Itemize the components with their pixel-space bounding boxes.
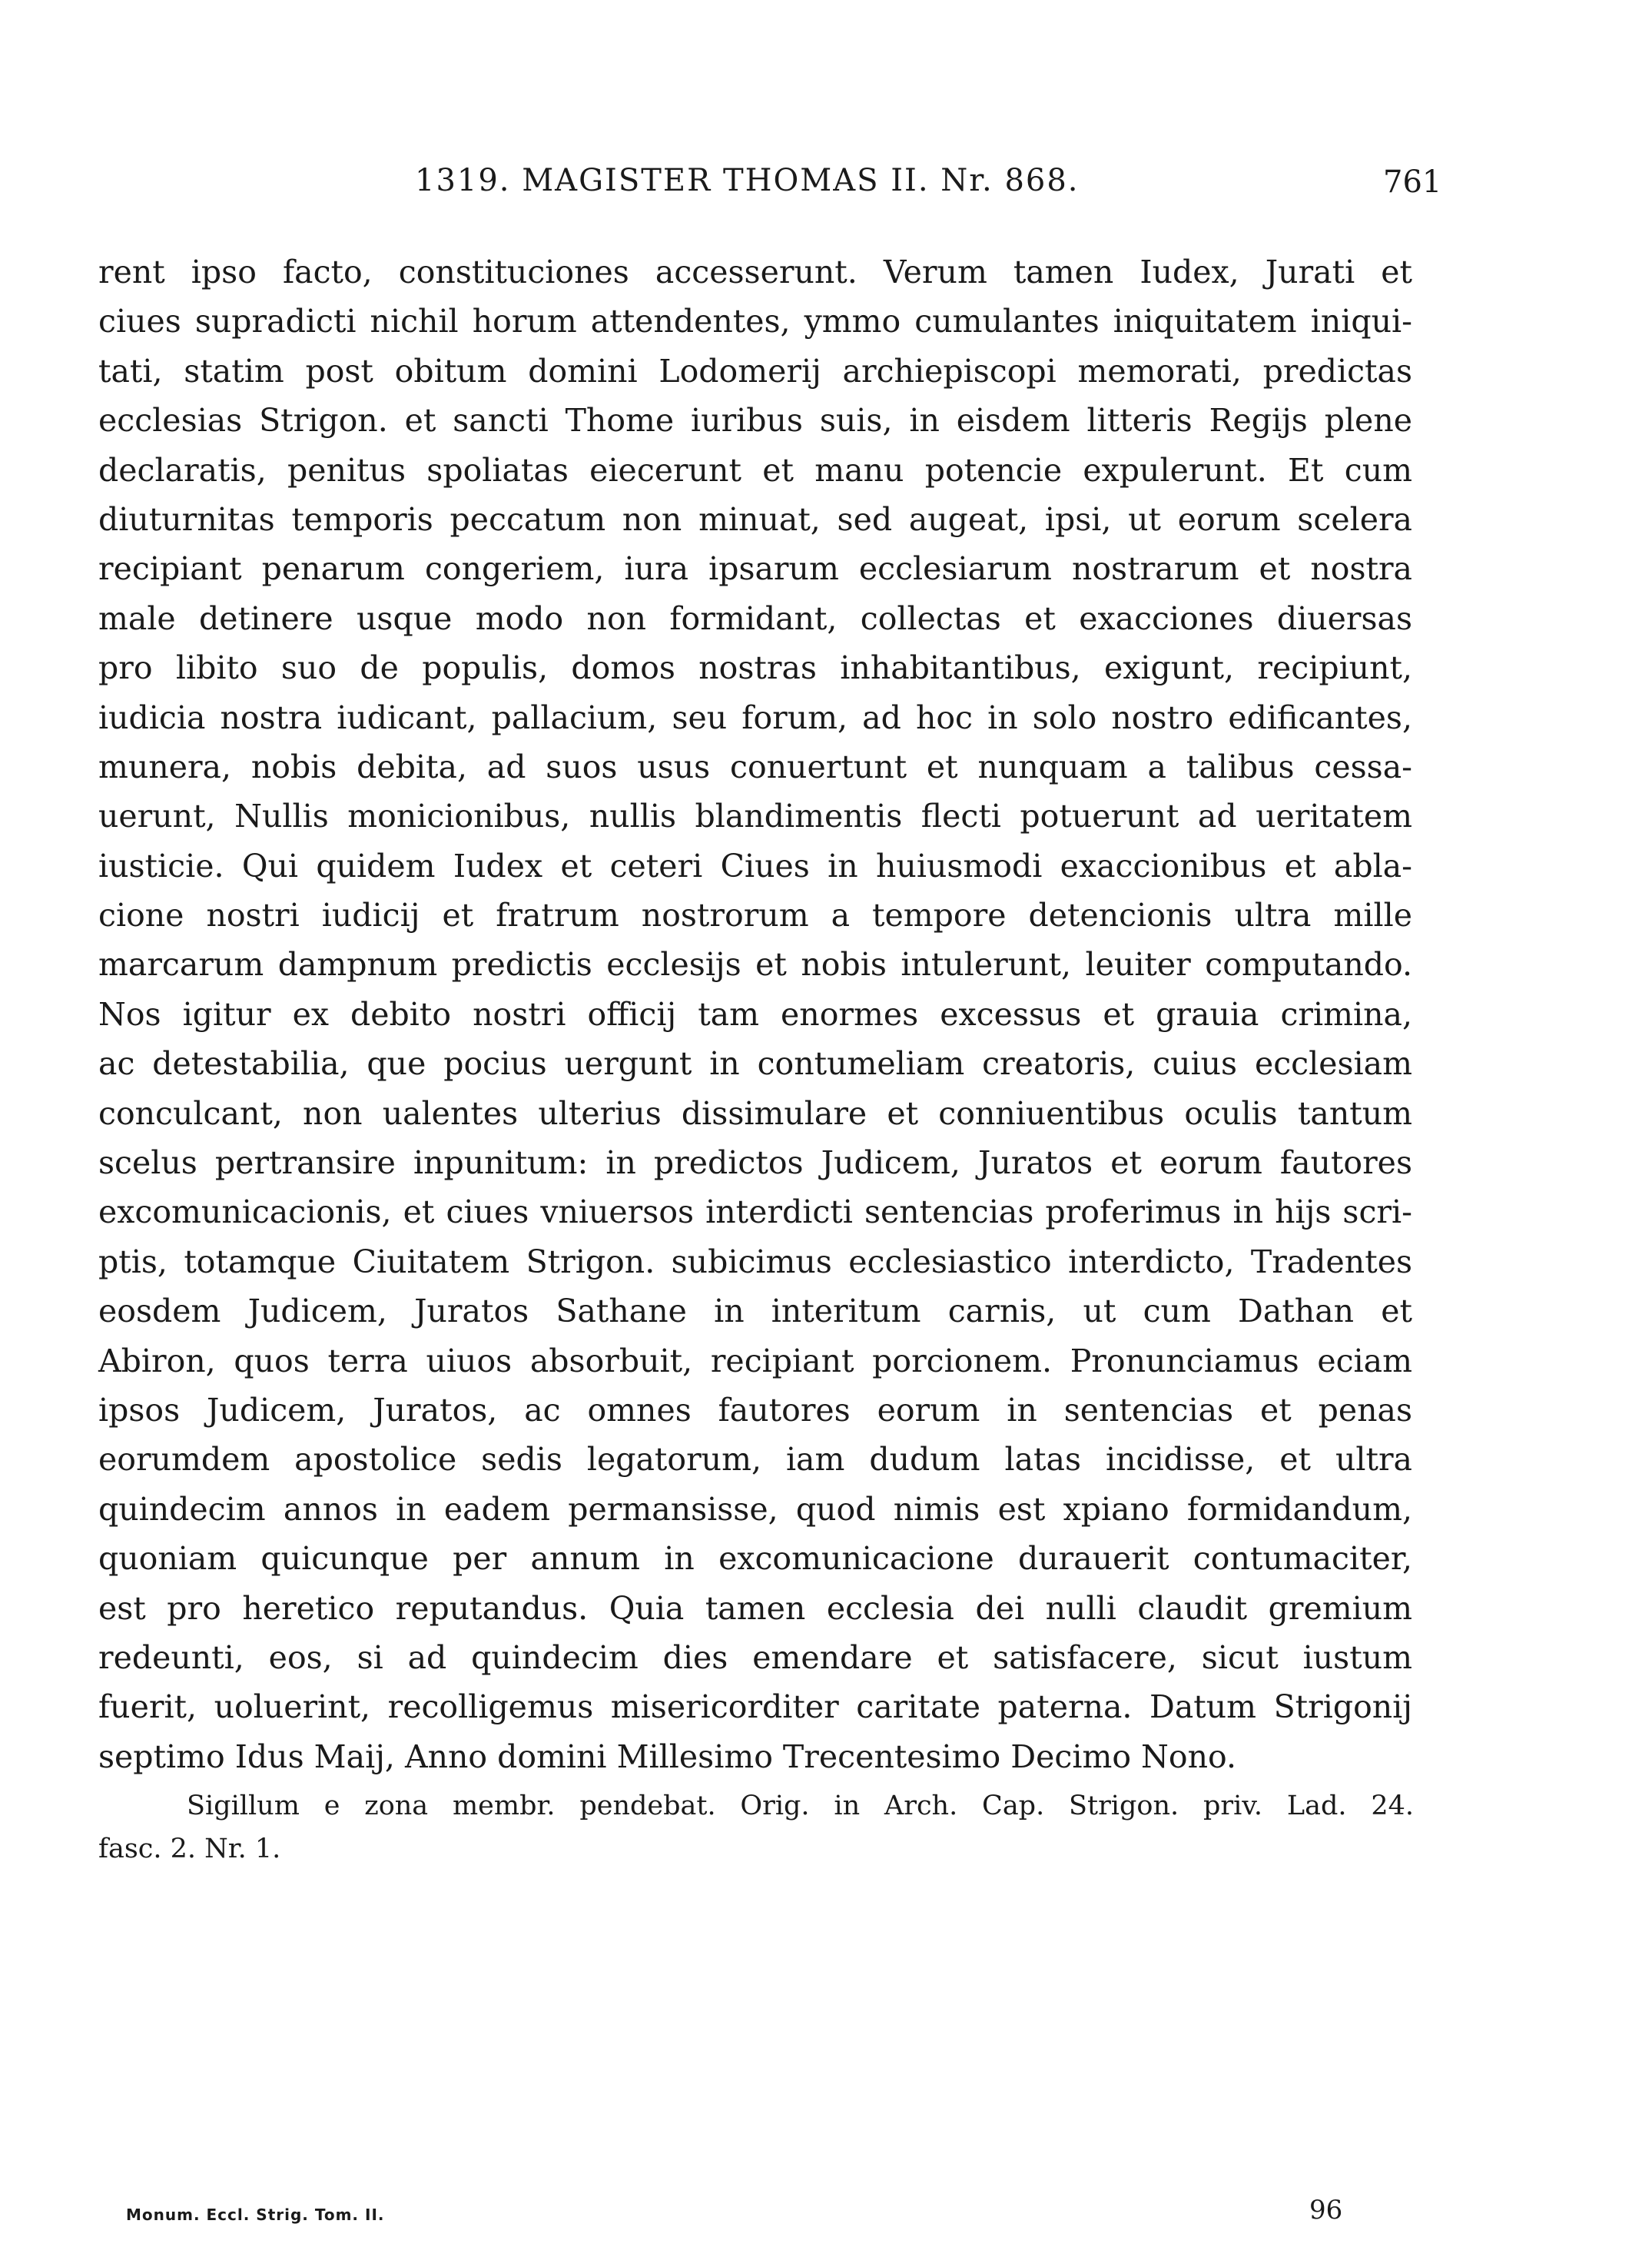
text-line: iusticie. Qui quidem Iudex et ceteri Ciues in huiusmodi exaccionibus et abla-: [98, 847, 1412, 885]
text-line: septimo Idus Maij, Anno domini Millesimo Trecentesimo Decimo Nono.: [98, 1738, 1237, 1775]
text-line: cione nostri iudicij et fratrum nostrorum a tempore detencionis ultra mille: [98, 897, 1412, 934]
text-line: est pro heretico reputandus. Quia tamen ecclesia dei nulli claudit gremium: [98, 1589, 1412, 1627]
running-title: 1319. MAGISTER THOMAS II. Nr. 868.: [415, 163, 1080, 198]
text-line: ciues supradicti nichil horum attendentes, ymmo cumulantes iniquitatem iniqui-: [98, 303, 1412, 340]
text-line: rent ipso facto, constituciones accesserunt. Verum tamen Iudex, Jurati et: [98, 254, 1412, 290]
text-line: eosdem Judicem, Juratos Sathane in interitum carnis, ut cum Dathan et: [98, 1293, 1412, 1330]
text-line: diuturnitas temporis peccatum non minuat, sed augeat, ipsi, ut eorum scelera: [98, 500, 1412, 538]
text-line: marcarum dampnum predictis ecclesijs et nobis intulerunt, leuiter computando.: [98, 946, 1412, 984]
sheet-number: 96: [1309, 2195, 1343, 2226]
volume-signature: Monum. Eccl. Strig. Tom. II.: [126, 2206, 385, 2224]
text-line: scelus pertransire inpunitum: in predictos Judicem, Juratos et eorum fautores: [98, 1144, 1412, 1182]
text-line: tati, statim post obitum domini Lodomerij archiepiscopi memorati, predictas: [98, 352, 1412, 390]
text-line: ecclesias Strigon. et sancti Thome iuribus suis, in eisdem litteris Regijs plene: [98, 402, 1412, 440]
text-line: pro libito suo de populis, domos nostras inhabitantibus, exigunt, recipiunt,: [98, 649, 1412, 687]
text-line: ipsos Judicem, Juratos, ac omnes fautores eorum in sentencias et penas: [98, 1391, 1412, 1429]
text-line: Abiron, quos terra uiuos absorbuit, recipiant porcionem. Pronunciamus eciam: [98, 1342, 1412, 1379]
page-number: 761: [1383, 164, 1442, 200]
text-line: quoniam quicunque per annum in excomunicacione durauerit contumaciter,: [98, 1540, 1412, 1578]
source-note: [98, 1784, 1414, 1870]
text-line: recipiant penarum congeriem, iura ipsarum ecclesiarum nostrarum et nostra: [98, 550, 1412, 588]
text-line: iudicia nostra iudicant, pallacium, seu forum, ad hoc in solo nostro edificantes,: [98, 699, 1412, 736]
text-line: declaratis, penitus spoliatas eiecerunt et manu potencie expulerunt. Et cum: [98, 451, 1412, 489]
text-line: ac detestabilia, que pocius uergunt in contumeliam creatoris, cuius ecclesiam: [98, 1045, 1412, 1083]
text-line: excomunicacionis, et ciues vniuersos interdicti sentencias proferimus in hijs scri-: [98, 1193, 1412, 1231]
text-line: eorumdem apostolice sedis legatorum, iam dudum latas incidisse, et ultra: [98, 1441, 1412, 1479]
source-note-line: fasc. 2. Nr. 1.: [98, 1834, 281, 1864]
text-line: Nos igitur ex debito nostri officij tam enormes excessus et grauia crimina,: [98, 995, 1412, 1033]
text-line: munera, nobis debita, ad suos usus conuertunt et nunquam a talibus cessa-: [98, 748, 1412, 785]
text-line: male detinere usque modo non formidant, collectas et exacciones diuersas: [98, 599, 1412, 637]
source-note-line: Sigillum e zona membr. pendebat. Orig. in Arch. Cap. Strigon. priv. Lad. 24.: [187, 1791, 1414, 1821]
body-text: [98, 247, 1412, 1781]
text-line: quindecim annos in eadem permansisse, quod nimis est xpiano formidandum,: [98, 1490, 1412, 1528]
text-line: fuerit, uoluerint, recolligemus misericorditer caritate paterna. Datum Strigonij: [98, 1688, 1412, 1726]
text-line: uerunt, Nullis monicionibus, nullis blandimentis flecti potuerunt ad ueritatem: [98, 798, 1412, 835]
text-line: conculcant, non ualentes ulterius dissimulare et conniuentibus oculis tantum: [98, 1094, 1412, 1132]
text-line: ptis, totamque Ciuitatem Strigon. subicimus ecclesiastico interdicto, Tradentes: [98, 1243, 1412, 1280]
text-line: redeunti, eos, si ad quindecim dies emendare et satisfacere, sicut iustum: [98, 1638, 1412, 1676]
